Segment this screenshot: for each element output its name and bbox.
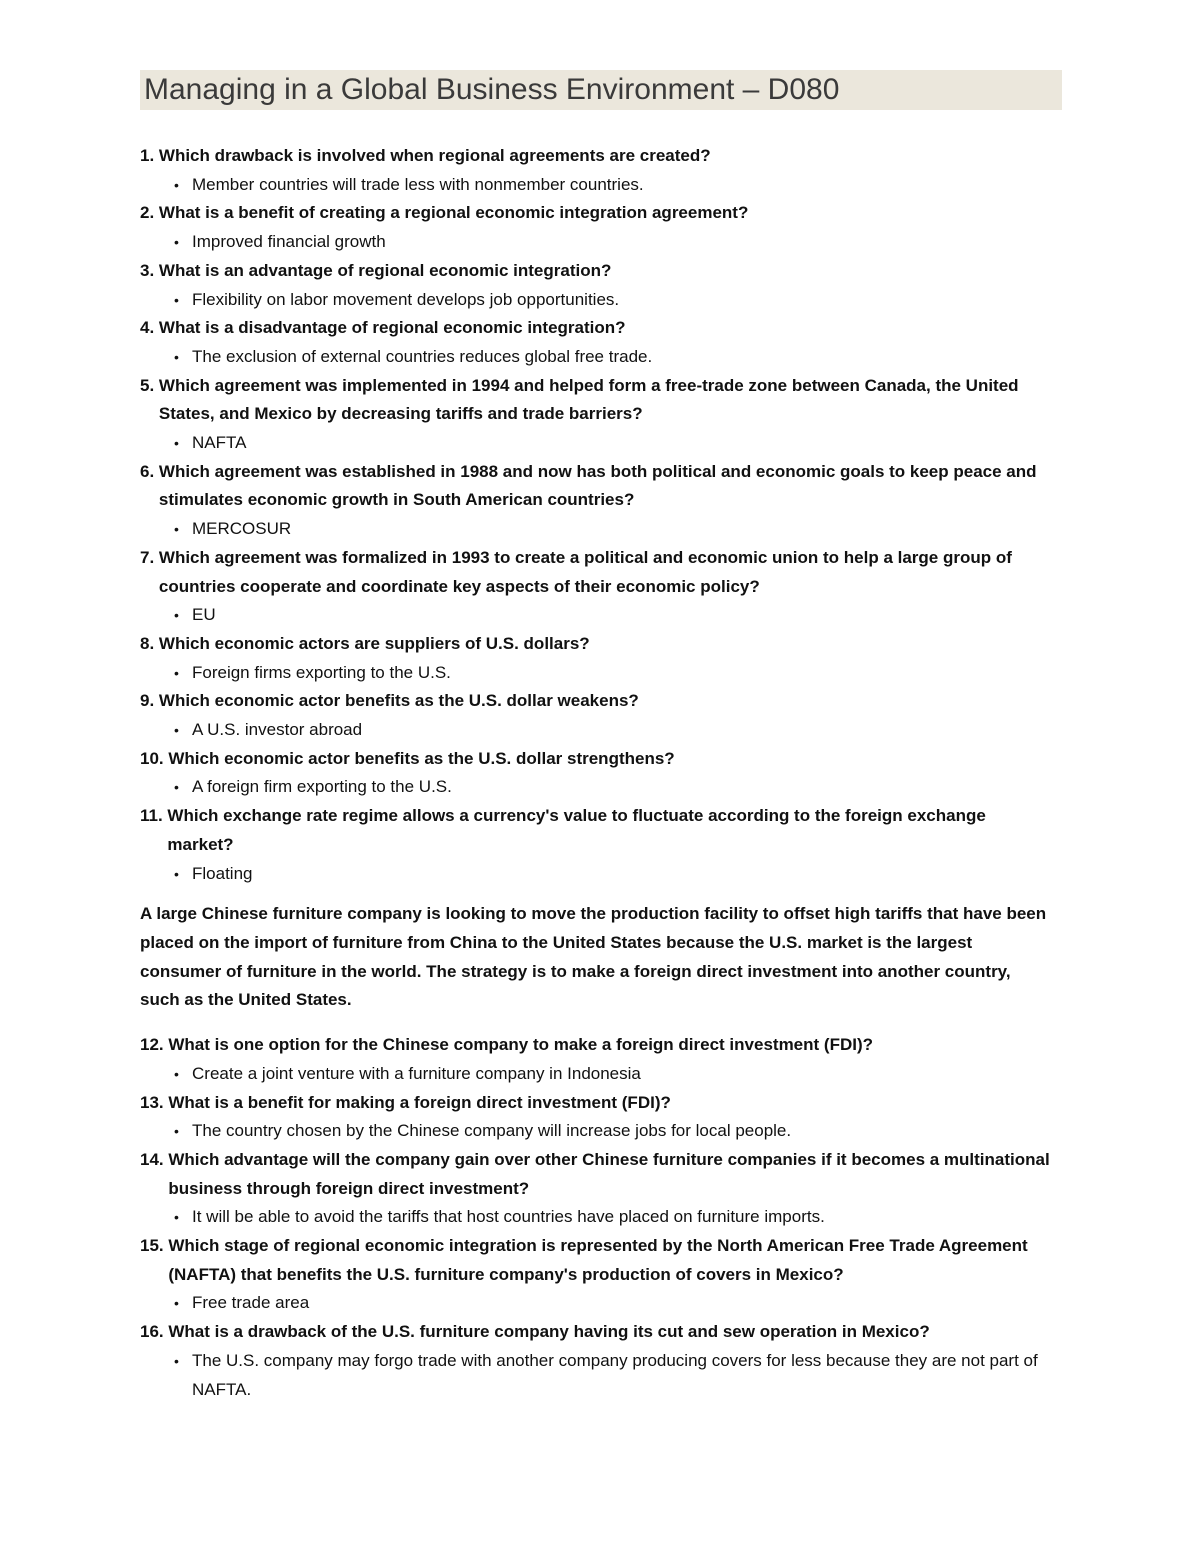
- answer-item: [140, 860, 1062, 889]
- answer-item: [140, 773, 1062, 802]
- bullet-icon: •: [174, 779, 179, 796]
- question-item: [140, 687, 1062, 716]
- answer-item: [140, 343, 1062, 372]
- bullet-icon: •: [174, 176, 179, 193]
- question-text: Which agreement was implemented in 1994 and helped form a free-trade zone between Canada, the United States, and Mexico by decreasing tariffs and trade barriers?: [158, 375, 1019, 424]
- question-text: Which economic actors are suppliers of U.S. dollars?: [158, 633, 590, 653]
- question-number: 10.: [140, 748, 169, 768]
- bullet-icon: •: [174, 607, 179, 624]
- question-item: [140, 745, 1062, 774]
- answer-item: [140, 659, 1062, 688]
- question-number: 15.: [140, 1236, 169, 1256]
- question-number: 4.: [140, 318, 159, 338]
- question-number: 1.: [140, 146, 159, 165]
- document-page: [140, 70, 1062, 1404]
- answer-item: [140, 429, 1062, 458]
- answer-text: The U.S. company may forgo trade with another company producing covers for less because they are not part of NAFTA.: [192, 1350, 1038, 1399]
- answer-text: Foreign firms exporting to the U.S.: [192, 662, 451, 682]
- question-text: Which agreement was formalized in 1993 to create a political and economic union to help a large group of countries cooperate and coordinate key aspects of their economic policy?: [158, 547, 1012, 596]
- question-number: 3.: [140, 260, 159, 280]
- answer-text: The country chosen by the Chinese company will increase jobs for local people.: [192, 1121, 792, 1141]
- question-item: [140, 314, 1062, 343]
- answer-text: A foreign firm exporting to the U.S.: [192, 777, 452, 797]
- answer-item: [140, 601, 1062, 630]
- question-item: [140, 372, 1062, 429]
- question-number: 13.: [140, 1092, 169, 1112]
- answer-item: [140, 515, 1062, 544]
- question-number: 6.: [140, 461, 159, 481]
- answer-text: Flexibility on labor movement develops job opportunities.: [192, 289, 620, 309]
- answer-item: [140, 1060, 1062, 1089]
- question-text: Which stage of regional economic integration is represented by the North American Free Trade Agreement (NAFTA) that benefits the U.S. furniture company's production of covers in Mexico?: [168, 1236, 1028, 1284]
- question-item: [140, 1089, 1062, 1118]
- bullet-icon: •: [174, 291, 179, 308]
- answer-text: It will be able to avoid the tariffs that host countries have placed on furniture imports.: [192, 1207, 825, 1227]
- answer-text: MERCOSUR: [192, 519, 292, 539]
- question-text: Which economic actor benefits as the U.S. dollar weakens?: [158, 691, 639, 711]
- bullet-icon: •: [174, 1295, 179, 1312]
- bullet-icon: •: [174, 1123, 179, 1140]
- answer-text: NAFTA: [192, 433, 247, 453]
- scenario-paragraph: A large Chinese furniture company is looking to move the production facility to offset high tariffs that have been placed on the import of furniture from China to the United States because the U.S. market is the largest consumer of furniture in the world. The strategy is to make a foreign direct investment into another country, such as the United States.: [140, 904, 1047, 1010]
- bullet-icon: •: [174, 664, 179, 681]
- question-number: 5.: [140, 375, 159, 395]
- answer-text: A U.S. investor abroad: [192, 720, 363, 740]
- bullet-icon: •: [174, 1209, 179, 1226]
- answer-item: [140, 1289, 1062, 1318]
- title-bar: [140, 70, 1062, 110]
- question-number: 9.: [140, 691, 159, 711]
- question-number: 16.: [140, 1322, 169, 1342]
- answer-item: [140, 716, 1062, 745]
- question-text: What is a disadvantage of regional economic integration?: [158, 318, 626, 338]
- bullet-icon: •: [174, 234, 179, 251]
- bullet-icon: •: [174, 722, 179, 739]
- question-number: 14.: [140, 1149, 169, 1169]
- answer-item: [140, 1203, 1062, 1232]
- question-item: [140, 199, 1062, 228]
- question-item: [140, 458, 1062, 515]
- question-text: What is a drawback of the U.S. furniture company having its cut and sew operation in Mexico?: [168, 1322, 930, 1342]
- question-text: What is a benefit of creating a regional economic integration agreement?: [158, 203, 749, 223]
- answer-text: Improved financial growth: [192, 232, 386, 252]
- answer-text: Create a joint venture with a furniture company in Indonesia: [192, 1063, 641, 1083]
- answer-text: Floating: [192, 863, 253, 883]
- bullet-icon: •: [174, 521, 179, 538]
- question-text: Which advantage will the company gain over other Chinese furniture companies if it becomes a multinational business through foreign direct investment?: [168, 1149, 1050, 1198]
- question-number: 11.: [140, 806, 168, 826]
- answer-item: [140, 228, 1062, 257]
- answer-text: The exclusion of external countries reduces global free trade.: [192, 346, 653, 366]
- question-number: 7.: [140, 547, 159, 567]
- bullet-icon: •: [174, 865, 179, 882]
- answer-item: [140, 171, 1062, 200]
- bullet-icon: •: [174, 348, 179, 365]
- question-number: 2.: [140, 203, 159, 223]
- question-text: What is one option for the Chinese company to make a foreign direct investment (FDI)?: [168, 1035, 873, 1055]
- question-item: [140, 544, 1062, 601]
- question-text: Which agreement was established in 1988 and now has both political and economic goals to keep peace and stimulates economic growth in South American countries?: [158, 461, 1037, 510]
- question-item: [140, 802, 1062, 859]
- answer-item: [140, 1347, 1062, 1404]
- question-item: [140, 142, 1062, 171]
- answer-item: [140, 1117, 1062, 1146]
- question-text: What is an advantage of regional economic integration?: [158, 260, 612, 280]
- qa-list-part1: [140, 142, 1062, 888]
- question-item: [140, 630, 1062, 659]
- qa-list-part2: [140, 1031, 1062, 1404]
- answer-text: Free trade area: [192, 1293, 310, 1313]
- document-title: Managing in a Global Business Environment – D080: [144, 73, 840, 106]
- question-item: [140, 1146, 1062, 1203]
- bullet-icon: •: [174, 1352, 179, 1369]
- bullet-icon: •: [174, 435, 179, 452]
- question-text: Which exchange rate regime allows a currency's value to fluctuate according to the foreign exchange market?: [167, 806, 986, 854]
- question-text: Which economic actor benefits as the U.S. dollar strengthens?: [168, 748, 675, 768]
- question-number: 12.: [140, 1035, 169, 1055]
- answer-item: [140, 286, 1062, 315]
- question-text: What is a benefit for making a foreign direct investment (FDI)?: [168, 1092, 671, 1112]
- question-number: 8.: [140, 633, 159, 653]
- question-text: Which drawback is involved when regional agreements are created?: [158, 146, 711, 165]
- answer-text: EU: [192, 605, 216, 625]
- question-item: [140, 257, 1062, 286]
- question-item: [140, 1031, 1062, 1060]
- question-item: [140, 1232, 1062, 1289]
- answer-text: Member countries will trade less with nonmember countries.: [192, 174, 644, 194]
- bullet-icon: •: [174, 1065, 179, 1082]
- question-item: [140, 1318, 1062, 1347]
